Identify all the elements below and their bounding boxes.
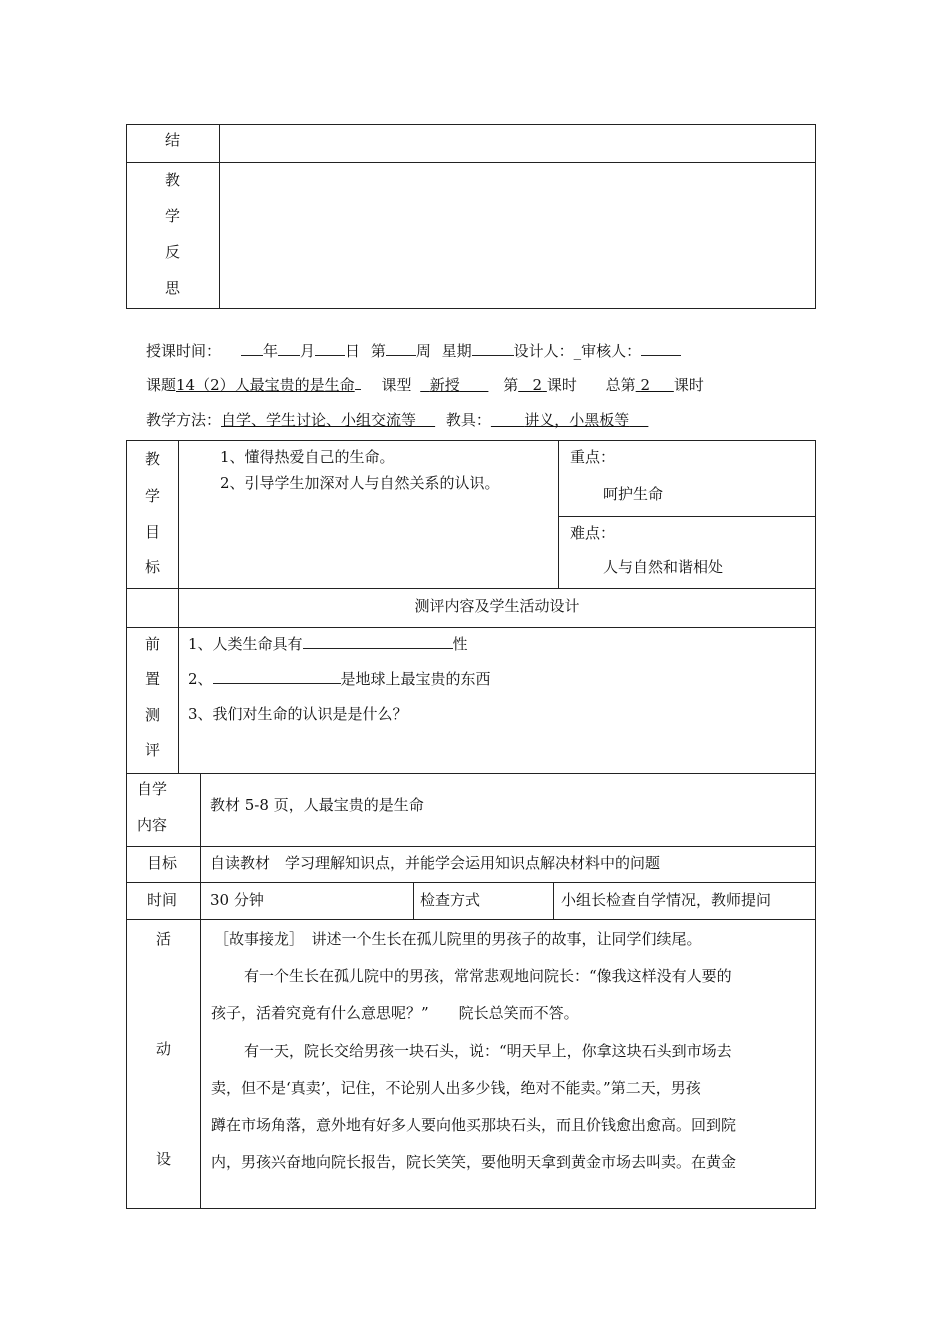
header-line-2	[146, 374, 704, 395]
day-label: 日	[345, 342, 361, 360]
difficulty-label: 难点：	[570, 524, 616, 542]
activity-line-4: 有一天，院长交给男孩一块石头，说：“明天早上，你拿这块石头到市场去	[244, 1042, 732, 1060]
activity-label-2: 动	[156, 1040, 172, 1058]
class-time-label: 授课时间：	[146, 342, 222, 360]
time-label: 时间	[147, 891, 178, 909]
activity-label-3: 设	[156, 1150, 172, 1168]
lesson-type-value: 新授	[429, 376, 460, 394]
year-label: 年	[263, 342, 279, 360]
activity-label-1: 活	[156, 930, 172, 948]
total-prefix: 总第	[605, 376, 636, 394]
pretest-label-1: 前	[145, 635, 161, 653]
pretest-label-3: 测	[145, 706, 161, 724]
topic-label: 课题	[146, 376, 177, 394]
reflection-label-3: 反	[165, 243, 181, 261]
designer-label: 设计人：_审核人：	[513, 342, 642, 360]
goals-label-4: 标	[145, 558, 161, 576]
lesson-type-label: 课型	[381, 376, 412, 394]
activity-line-5: 卖，但不是‘真卖’，记住，不论别人出多少钱，绝对不能卖。”第二天，男孩	[211, 1079, 701, 1097]
topic-value: 14（2）人最宝贵的是生命	[176, 376, 355, 394]
month-label: 月	[300, 342, 316, 360]
key-point-value: 呵护生命	[603, 485, 664, 503]
check-method-value: 小组长检查自学情况，教师提问	[561, 891, 772, 909]
activity-line-3: 孩子，活着究竟有什么意思呢？” 院长总笑而不答。	[211, 1004, 579, 1022]
key-point-label: 重点：	[570, 448, 616, 466]
goals-label-2: 学	[145, 487, 161, 505]
method-value: 自学、学生讨论、小组交流等	[221, 411, 417, 429]
reflection-label-2: 学	[165, 207, 181, 225]
tools-value: 讲义，小黑板等	[524, 411, 630, 429]
method-label: 教学方法：	[146, 411, 222, 429]
lesson-table	[126, 440, 816, 1209]
pretest-label-2: 置	[145, 670, 161, 688]
activity-line-7: 内，男孩兴奋地向院长报告，院长笑笑，要他明天拿到黄金市场去叫卖。在黄金	[211, 1153, 737, 1171]
goal-item-1: 1、懂得热爱自己的生命。	[220, 448, 395, 466]
self-study-label-1: 自学	[137, 780, 168, 798]
activity-line-2: 有一个生长在孤儿院中的男孩，常常悲观地问院长：“像我这样没有人要的	[244, 967, 732, 985]
header-line-3	[146, 409, 648, 430]
check-method-label: 检查方式	[420, 891, 481, 909]
reflection-label-4: 思	[165, 279, 181, 297]
activity-line-1: ［故事接龙］ 讲述一个生长在孤儿院里的男孩子的故事，让同学们续尾。	[214, 930, 702, 948]
pretest-question-3: 3、我们对生命的认识是是什么？	[188, 705, 408, 723]
goals-label-3: 目	[145, 523, 161, 541]
design-header: 测评内容及学生活动设计	[414, 597, 580, 615]
activity-line-6: 蹲在市场角落，意外地有好多人要向他买那块石头，而且价钱愈出愈高。回到院	[211, 1116, 737, 1134]
pretest-question-1: 1、人类生命具有 性	[188, 635, 468, 653]
time-value: 30 分钟	[210, 891, 264, 909]
pretest-label-4: 评	[145, 741, 161, 759]
weekday-label: 星期	[441, 342, 472, 360]
period-prefix: 第	[503, 376, 519, 394]
difficulty-value: 人与自然和谐相处	[603, 558, 724, 576]
period-value: 2	[532, 376, 543, 394]
header-line-1	[146, 340, 681, 361]
target-label: 目标	[147, 854, 178, 872]
goals-label-1: 教	[145, 450, 161, 468]
week-label: 周	[415, 342, 431, 360]
total-suffix: 课时	[673, 376, 704, 394]
reflection-label-1: 教	[165, 171, 181, 189]
reflection-table	[126, 124, 816, 309]
tools-label: 教具：	[445, 411, 491, 429]
total-value: 2	[640, 376, 650, 394]
target-content: 自读教材 学习理解知识点，并能学会运用知识点解决材料中的问题	[210, 854, 661, 872]
summary-label: 结	[165, 131, 181, 149]
pretest-question-2: 2、 是地球上最宝贵的东西	[188, 670, 491, 688]
week-prefix: 第	[370, 342, 386, 360]
self-study-label-2: 内容	[137, 816, 168, 834]
goal-item-2: 2、引导学生加深对人与自然关系的认识。	[220, 474, 500, 492]
period-suffix: 课时	[546, 376, 577, 394]
self-study-content: 教材 5-8 页，人最宝贵的是生命	[210, 796, 424, 814]
